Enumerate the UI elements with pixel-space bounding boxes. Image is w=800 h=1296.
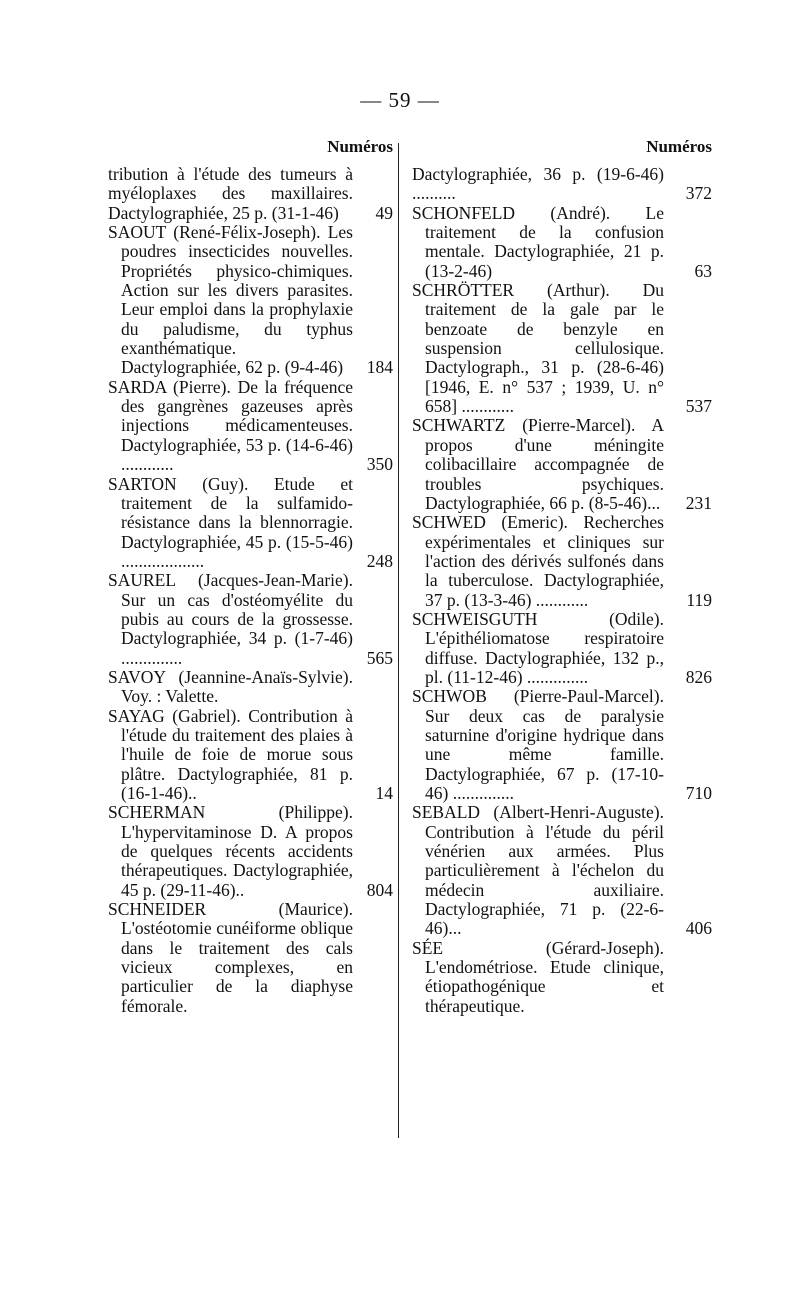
entry-number: 372 bbox=[685, 183, 712, 204]
entry-number: 119 bbox=[686, 589, 712, 610]
entry-number: 406 bbox=[685, 918, 712, 939]
entry-number: 14 bbox=[375, 783, 393, 803]
entry-text: SCHWEISGUTH (Odile). L'épithéliomatose respiratoire diffuse. Dactylographiée, 132 p., pl. (11-12-46) .............. bbox=[412, 608, 664, 687]
entry-number: 804 bbox=[366, 879, 393, 900]
entry-number: 231 bbox=[685, 492, 712, 513]
index-entry bbox=[412, 281, 712, 416]
index-entry bbox=[412, 939, 712, 1016]
entry-text: tribution à l'étude des tumeurs à myéloplaxes des maxillaires. Dactylographiée, 25 p. (31-1-46) bbox=[108, 164, 353, 223]
entry-text: SCHONFELD (André). Le traitement de la confusion mentale. Dactylographiée, 21 p. (13-2-46) bbox=[412, 202, 664, 281]
index-entry bbox=[412, 610, 712, 687]
entry-text: SAYAG (Gabriel). Contribution à l'étude du traitement des plaies à l'huile de foie de morue sous plâtre. Dactylographiée, 81 p. (16-1-46).. bbox=[108, 705, 353, 803]
right-column-header: Numéros bbox=[646, 137, 712, 156]
entry-text: Dactylographiée, 36 p. (19-6-46) .......... bbox=[412, 164, 664, 204]
entry-number: 537 bbox=[685, 396, 712, 417]
entry-text: SCHNEIDER (Maurice). L'ostéotomie cunéiforme oblique dans le traitement des cals vicieux complexes, en particulier de la diaphyse fémorale. bbox=[108, 899, 353, 1016]
entry-text: SAVOY (Jeannine-Anaïs-Sylvie). Voy. : Valette. bbox=[108, 666, 353, 707]
entry-text: SARTON (Guy). Etude et traitement de la sulfamido-résistance dans la blennorragie. Dactylographiée, 45 p. (15-5-46) ................... bbox=[108, 473, 353, 571]
entry-number: 350 bbox=[366, 454, 393, 475]
index-entry bbox=[108, 475, 393, 572]
entry-text: SCHWOB (Pierre-Paul-Marcel). Sur deux cas de paralysie saturnine d'origine hydrique dans une même famille. Dactylographiée, 67 p. (17-10-46) .............. bbox=[412, 686, 664, 803]
index-entry bbox=[108, 900, 393, 1016]
entry-text: SCHWED (Emeric). Recherches expérimentales et cliniques sur l'action des dérivés sulfonés dans la tuberculose. Dactylographiée, 37 p. (13-3-46) ............ bbox=[412, 512, 664, 610]
entry-text: SCHRÖTTER (Arthur). Du traitement de la gale par le benzoate de benzyle en suspension cellulosique. Dactylograph., 31 p. (28-6-46) [1946, E. n° 537 ; 1939, U. n° 658] ............ bbox=[412, 280, 664, 417]
index-entry bbox=[108, 378, 393, 475]
index-entry bbox=[412, 687, 712, 803]
column-divider bbox=[398, 143, 399, 1138]
page-number: — 59 — bbox=[360, 88, 440, 112]
right-entries-list bbox=[412, 165, 712, 1016]
index-entry bbox=[412, 165, 712, 204]
left-entries-list bbox=[108, 165, 393, 1016]
index-entry bbox=[412, 803, 712, 938]
entry-number: 248 bbox=[366, 550, 393, 571]
entry-number: 710 bbox=[685, 783, 712, 803]
left-column bbox=[108, 135, 393, 1016]
index-entry bbox=[412, 416, 712, 513]
index-entry bbox=[108, 668, 393, 707]
entry-number: 184 bbox=[366, 357, 393, 378]
entry-text: SCHERMAN (Philippe). L'hypervitaminose D. A propos de quelques récents accidents thérapeutiques. Dactylographiée, 45 p. (29-11-46).. bbox=[108, 802, 353, 900]
index-entry bbox=[412, 513, 712, 610]
index-entry bbox=[108, 571, 393, 668]
entry-number: 565 bbox=[366, 647, 393, 668]
entry-number: 826 bbox=[685, 666, 712, 687]
entry-number: 63 bbox=[694, 260, 712, 281]
entry-text: SCHWARTZ (Pierre-Marcel). A propos d'une méningite colibacillaire accompagnée de troubles psychiques. Dactylographiée, 66 p. (8-5-46)... bbox=[412, 415, 664, 513]
index-entry bbox=[108, 223, 393, 378]
entry-text: SARDA (Pierre). De la fréquence des gangrènes gazeuses après injections médicamenteuses. Dactylographiée, 53 p. (14-6-46) ............ bbox=[108, 376, 353, 475]
entry-number: 49 bbox=[375, 202, 393, 223]
index-entry bbox=[412, 204, 712, 281]
entry-text: SÉE (Gérard-Joseph). L'endométriose. Etude clinique, étiopathogénique et thérapeutique. bbox=[412, 937, 664, 1016]
entry-text: SAOUT (René-Félix-Joseph). Les poudres insecticides nouvelles. Propriétés physico-chimiques. Action sur les divers parasites. Leur emploi dans la prophylaxie du paludisme, du typhus exanthématique. Dactylographiée, 62 p. (9-4-46) bbox=[108, 222, 353, 378]
entry-text: SEBALD (Albert-Henri-Auguste). Contribution à l'étude du péril vénérien aux armées. Plus particulièrement à l'échelon du médecin auxiliaire. Dactylographiée, 71 p. (22-6-46)... bbox=[412, 802, 664, 939]
index-entry bbox=[108, 803, 393, 900]
index-entry bbox=[108, 165, 393, 223]
right-column bbox=[412, 135, 712, 1016]
index-entry bbox=[108, 707, 393, 804]
left-column-header: Numéros bbox=[327, 137, 393, 156]
entry-text: SAUREL (Jacques-Jean-Marie). Sur un cas d'ostéomyélite du pubis au cours de la grossesse. Dactylographiée, 34 p. (1-7-46) .............. bbox=[108, 570, 353, 668]
